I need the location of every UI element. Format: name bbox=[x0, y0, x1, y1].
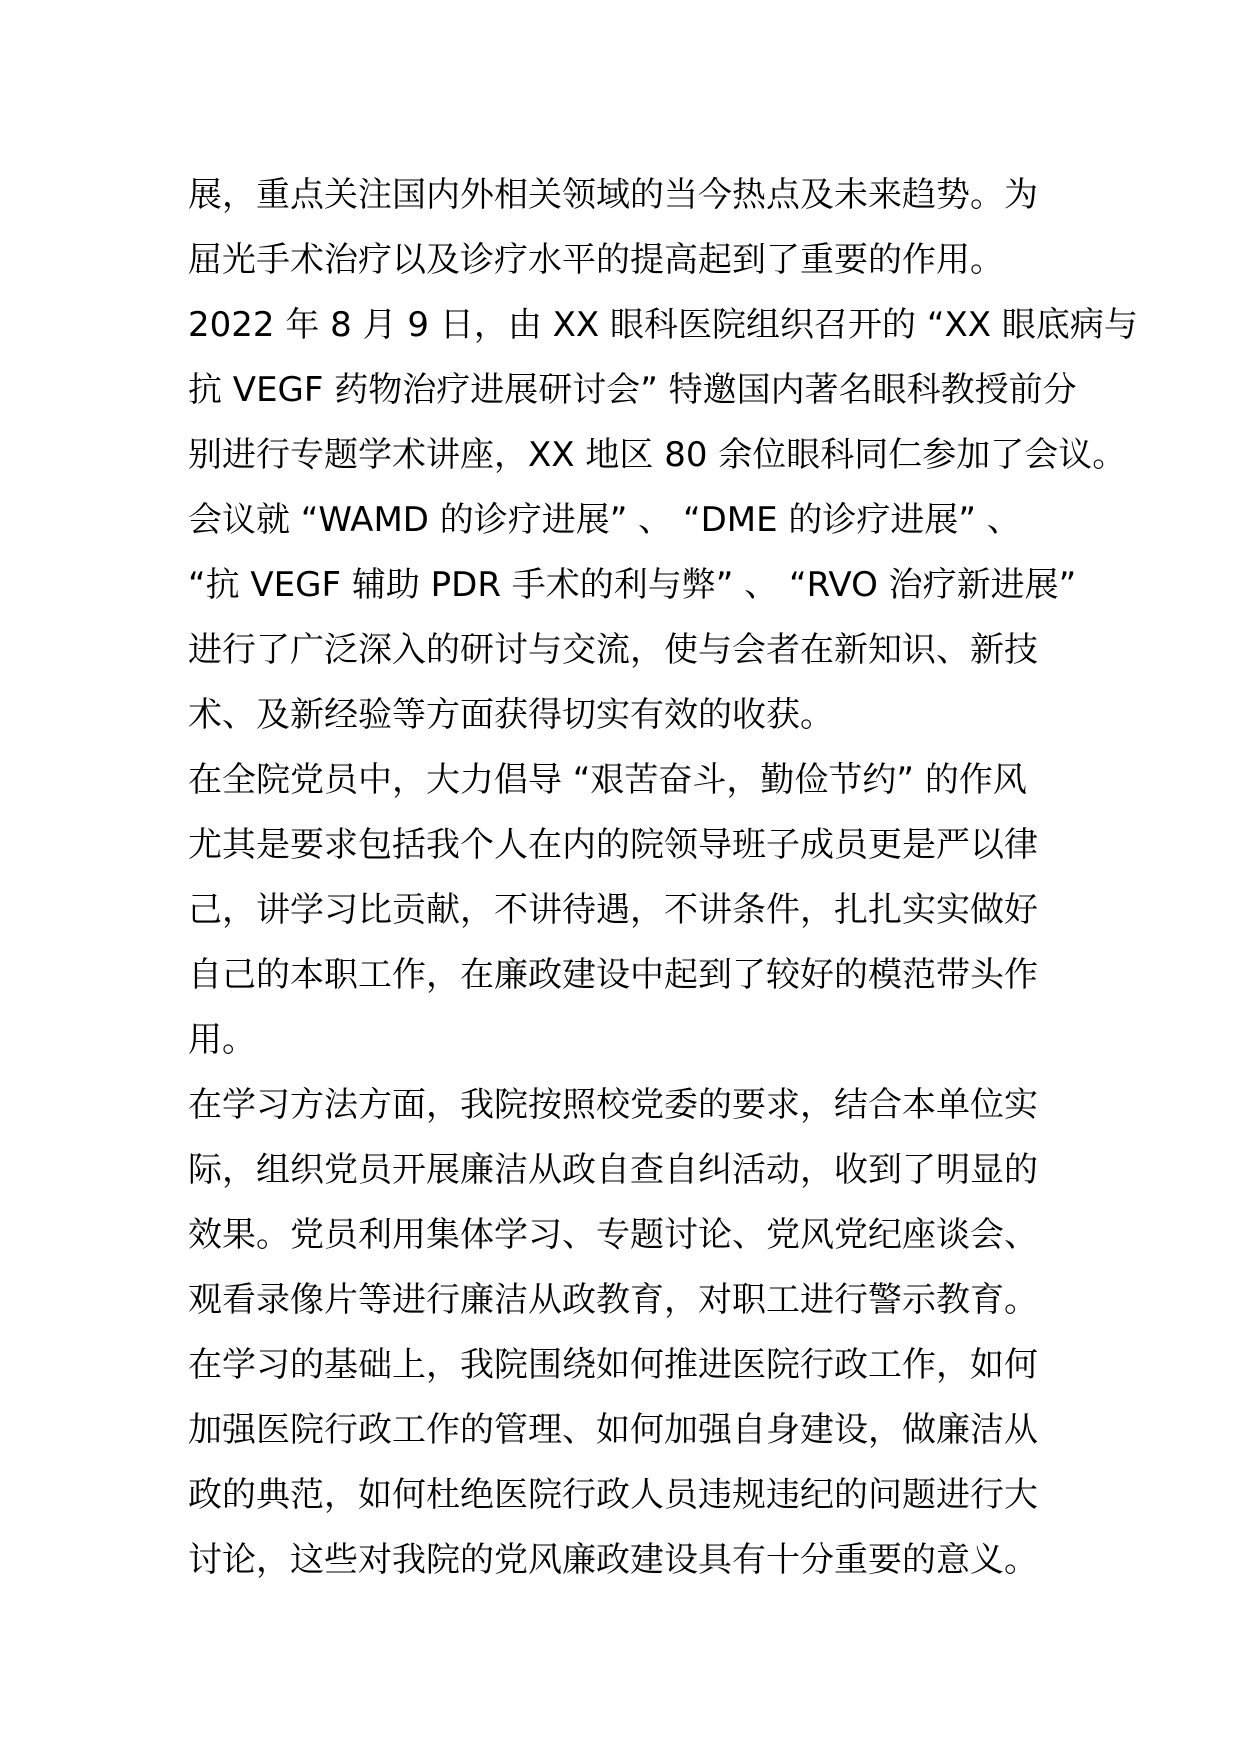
text-line: 观看录像片等进行廉洁从政教育，对职工进行警示教育。 bbox=[188, 1280, 1038, 1320]
text-line: 展，重点关注国内外相关领域的当今热点及未来趋势。为 bbox=[188, 175, 1038, 215]
text-line: 会议就 “WAMD 的诊疗进展” 、 “DME 的诊疗进展” 、 bbox=[188, 500, 1021, 540]
text-line: 进行了广泛深入的研讨与交流，使与会者在新知识、新技 bbox=[188, 630, 1038, 670]
text-line: 己，讲学习比贡献，不讲待遇，不讲条件，扎扎实实做好 bbox=[188, 890, 1038, 930]
body-text bbox=[188, 163, 1138, 1593]
text-line: 效果。党员利用集体学习、专题讨论、党风党纪座谈会、 bbox=[188, 1215, 1038, 1255]
text-line: 在学习方法方面，我院按照校党委的要求，结合本单位实 bbox=[188, 1085, 1038, 1125]
text-line: 际，组织党员开展廉洁从政自查自纠活动，收到了明显的 bbox=[188, 1150, 1038, 1190]
text-line: 屈光手术治疗以及诊疗水平的提高起到了重要的作用。 bbox=[188, 240, 1004, 280]
text-line: “抗 VEGF 辅助 PDR 手术的利与弊” 、 “RVO 治疗新进展” bbox=[188, 565, 1077, 605]
text-line: 讨论，这些对我院的党风廉政建设具有十分重要的意义。 bbox=[188, 1540, 1038, 1580]
text-line: 别进行专题学术讲座，XX 地区 80 余位眼科同仁参加了会议。 bbox=[188, 435, 1127, 475]
text-line: 加强医院行政工作的管理、如何加强自身建设，做廉洁从 bbox=[188, 1410, 1038, 1450]
text-line: 在学习的基础上，我院围绕如何推进医院行政工作，如何 bbox=[188, 1345, 1038, 1385]
text-line: 尤其是要求包括我个人在内的院领导班子成员更是严以律 bbox=[188, 825, 1038, 865]
text-line: 用。 bbox=[188, 1020, 256, 1060]
text-line: 自己的本职工作，在廉政建设中起到了较好的模范带头作 bbox=[188, 955, 1038, 995]
text-line: 抗 VEGF 药物治疗进展研讨会” 特邀国内著名眼科教授前分 bbox=[188, 370, 1077, 410]
text-line: 政的典范，如何杜绝医院行政人员违规违纪的问题进行大 bbox=[188, 1475, 1038, 1515]
text-line: 在全院党员中，大力倡导 “艰苦奋斗，勤俭节约” 的作风 bbox=[188, 760, 1027, 800]
text-line: 术、及新经验等方面获得切实有效的收获。 bbox=[188, 695, 834, 735]
text-line: 2022 年 8 月 9 日，由 XX 眼科医院组织召开的 “XX 眼底病与 bbox=[188, 305, 1138, 345]
